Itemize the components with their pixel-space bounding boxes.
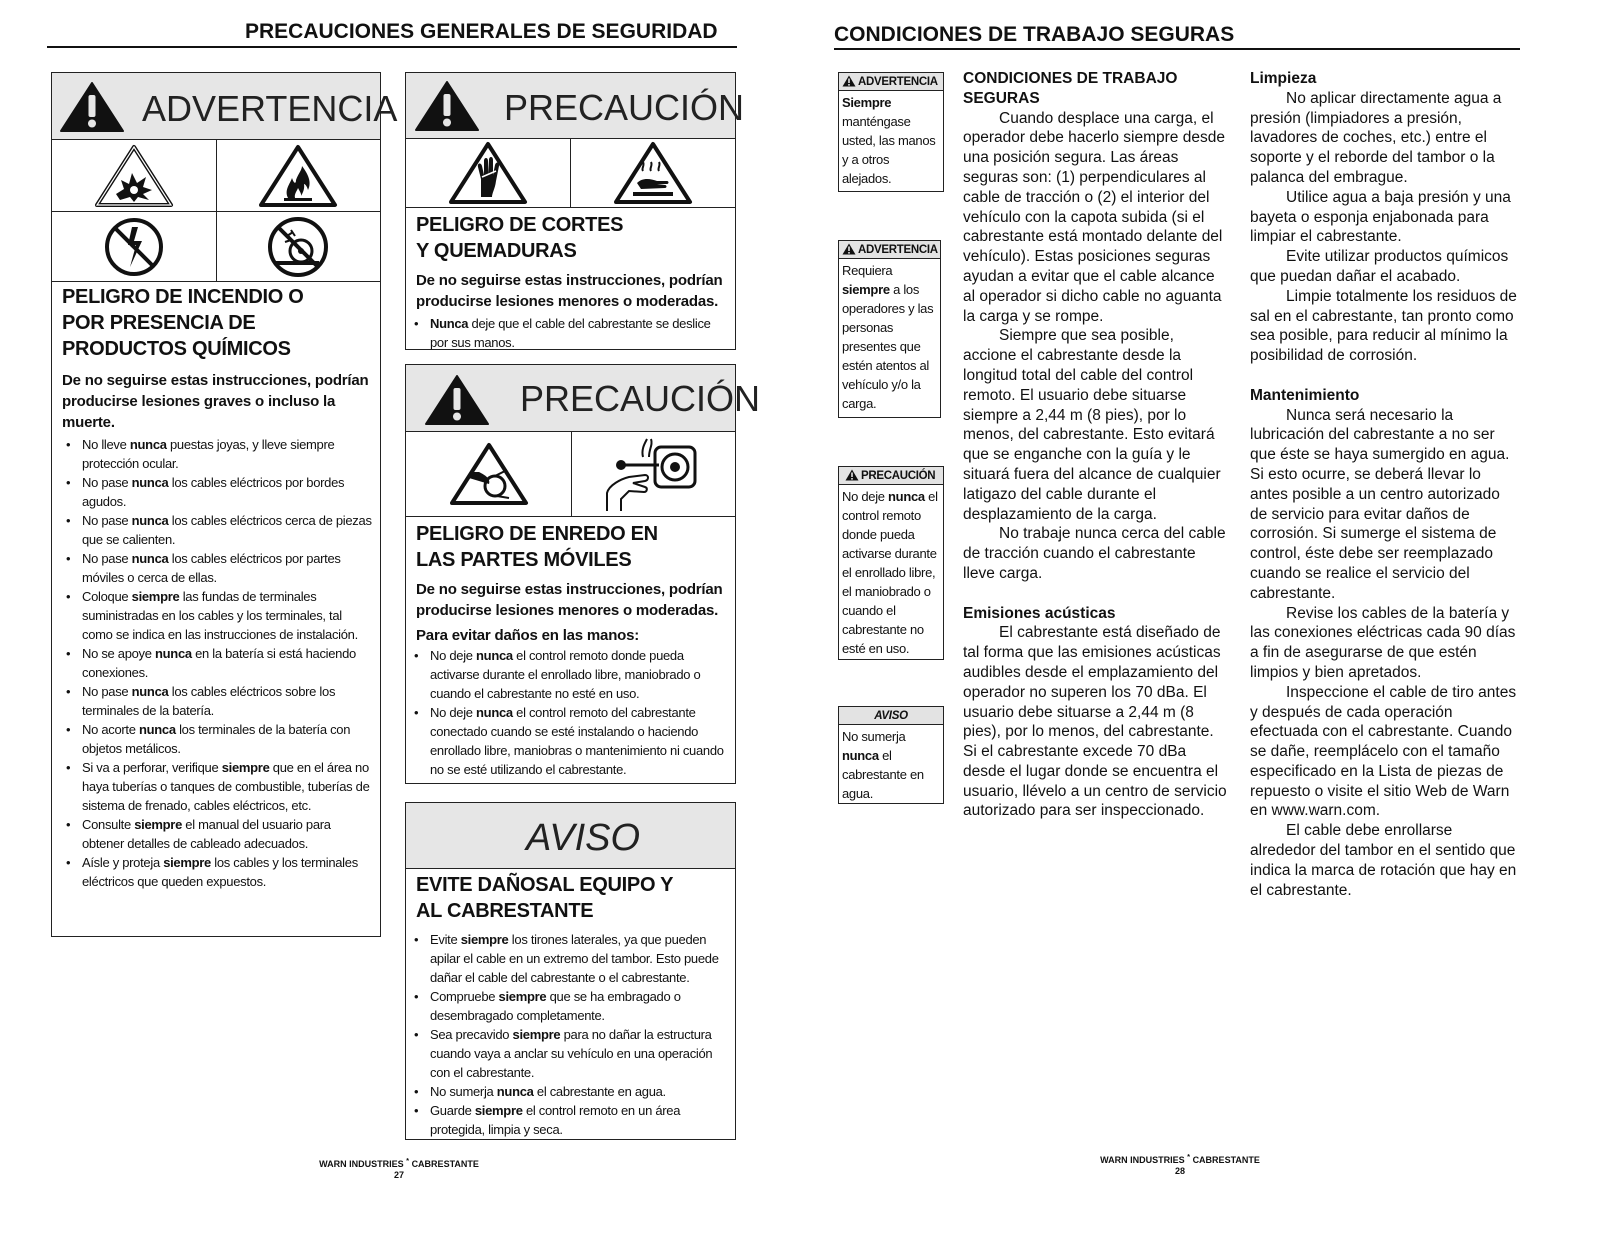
- entanglement-subhead: Para evitar daños en las manos:: [416, 627, 640, 644]
- section-heading: Limpieza: [1250, 70, 1317, 87]
- paragraph: Revise los cables de la batería y las conexiones eléctricas cada 90 días a fin de asegurarse de que estén limpios y bien apretados.: [1250, 604, 1516, 681]
- entanglement-consequence: De no seguirse estas instrucciones, podrían producirse lesiones menores o moderadas.: [416, 581, 723, 619]
- warning-hazard-title: PELIGRO DE INCENDIO O POR PRESENCIA DE PRODUCTOS QUÍMICOS: [62, 286, 304, 360]
- notice-bullet-list: [406, 930, 735, 1139]
- caution-box-cuts-header: [406, 73, 745, 139]
- list-item: • No lleve nunca puestas joyas, y lleve siempre protección ocular.: [64, 435, 372, 473]
- section-heading: Mantenimiento: [1250, 386, 1360, 404]
- footer-brand: WARN INDUSTRIES: [1100, 1155, 1185, 1165]
- footer-separator: *: [1187, 1152, 1191, 1161]
- side-note-text: No sumerja nunca el cabrestante en agua.: [842, 729, 924, 801]
- warning-bullet-list: [52, 435, 380, 891]
- warning-triangle-icon: [424, 374, 490, 426]
- side-note-warning-1: ADVERTENCIA Siempre manténgase usted, las manos y a otros alejados.: [838, 72, 944, 192]
- paragraph: Limpie totalmente los residuos de sal en el cabrestante, tan pronto como sea posible, para reducir al mínimo la posibilidad de corrosión.: [1250, 287, 1517, 365]
- fire-icon: [216, 140, 381, 211]
- paragraph: Siempre que sea posible, accione el cabrestante desde la longitud total del cable del control remoto. El usuario debe situarse siempre a 2,44 m (8 pies), por lo menos, del cabrestante. Esto evitará que se enganche con la guía y le situará fuera del alcance de cualquier latigazo del cable durante el desplazamiento de la carga.: [963, 327, 1221, 523]
- warning-signal-word: ADVERTENCIA: [142, 88, 398, 129]
- warning-triangle-icon: [59, 81, 125, 133]
- list-item: • Si va a perforar, verifique siempre que en el área no haya tuberías o tanques de combustible, tuberías de sistema de frenado, cables eléctricos, etc.: [64, 758, 372, 815]
- paragraph: No aplicar directamente agua a presión (limpiadores a presión, lavadores de coches, etc.) entre el soporte y el reborde del tambor o la palanca del embrague.: [1250, 89, 1502, 186]
- list-item: • Aísle y proteja siempre los cables y los terminales eléctricos que queden expuestos.: [64, 853, 372, 891]
- notice-hazard-title: EVITE DAÑOSAL EQUIPO Y AL CABRESTANTE: [416, 874, 673, 922]
- list-item: • Guarde siempre el control remoto en un área protegida, limpia y seca.: [412, 1101, 727, 1139]
- list-item: • No pase nunca los cables eléctricos por bordes agudos.: [64, 473, 372, 511]
- caution-signal-word: PRECAUCIÓN: [520, 378, 761, 419]
- right-page-title: CONDICIONES DE TRABAJO SEGURAS: [834, 23, 1235, 46]
- side-note-text: No deje nunca el control remoto donde pueda activarse durante el enrollado libre, el maniobrado o cuando el cabrestante no esté en uso.: [842, 489, 938, 656]
- cuts-bullet-list: [406, 314, 735, 352]
- paragraph: Cuando desplace una carga, el operador debe hacerlo siempre desde una posición segura. Las áreas seguras son: (1) perpendiculares al cable de tracción o (2) el interior del vehículo con la capota subida (si el cabrestante está montado delante del vehículo). Estas posiciones seguras ayudan a evitar que el cable alcance al operador si dicho cable no aguanta la carga y se rompe.: [963, 109, 1225, 325]
- side-note-text: Requiera siempre a los operadores y las personas presentes que estén atentos al vehículo y/o la carga.: [842, 263, 934, 411]
- notice-box: [405, 802, 736, 1140]
- list-item: • No deje nunca el control remoto donde pueda activarse durante el enrollado libre, maniobrado o cuando el cabrestante no esté en uso.: [412, 646, 727, 703]
- warning-box-header: [52, 73, 398, 140]
- entanglement-icon: [406, 432, 571, 516]
- warning-triangle-icon: [414, 80, 480, 132]
- list-item: • No acorte nunca los terminales de la batería con objetos metálicos.: [64, 720, 372, 758]
- paragraph: El cabrestante está diseñado de tal forma que las emisiones acústicas audibles desde el emplazamiento del operador no superen los 70 dBa. El usuario debe situarse a 2,44 m (8 pies), por lo menos, del cabrestante. Si el cabrestante excede 70 dBa desde el lugar donde se encuentra el usuario, llévelo a un centro de servicio autorizado para ser inspeccionado.: [963, 624, 1227, 820]
- entanglement-hazard-title: PELIGRO DE ENREDO EN LAS PARTES MÓVILES: [416, 523, 658, 571]
- explosion-icon: [52, 140, 216, 211]
- footer-product: CABRESTANTE: [1192, 1155, 1260, 1165]
- paragraph: Inspeccione el cable de tiro antes y después de cada operación efectuada con el cabrestante. Cuando se dañe, reemplácelo con el tamaño especificado en la Lista de piezas de repuesto o visite el sitio Web de Warn en www.warn.com.: [1250, 683, 1517, 820]
- footer-brand: WARN INDUSTRIES: [319, 1159, 404, 1169]
- list-item: • No deje nunca el control remoto del cabrestante conectado cuando se esté instalando o haciendo enrollado libre, maniobras o mantenimiento ni cuando no se esté utilizando el cabrestante.: [412, 703, 727, 779]
- list-item: • No sumerja nunca el cabrestante en agua.: [412, 1082, 727, 1101]
- right-title-rule: [834, 48, 1520, 50]
- list-item: • No pase nunca los cables eléctricos cerca de piezas que se calienten.: [64, 511, 372, 549]
- cut-hand-icon: [406, 139, 570, 207]
- right-column-1: [963, 69, 1228, 821]
- no-spark-icon: [52, 212, 216, 281]
- caution-box-cuts: [405, 72, 745, 350]
- right-column-2: [1250, 69, 1518, 900]
- side-note-caution: PRECAUCIÓN No deje nunca el control remoto donde pueda activarse durante el enrollado libre, el maniobrado o cuando el cabrestante no esté en uso.: [838, 466, 944, 660]
- list-item: • No pase nunca los cables eléctricos sobre los terminales de la batería.: [64, 682, 372, 720]
- notice-signal-word: AVISO: [526, 817, 641, 859]
- list-item: • No pase nunca los cables eléctricos por partes móviles o cerca de ellas.: [64, 549, 372, 587]
- warning-triangle-icon: [842, 243, 856, 255]
- paragraph: El cable debe enrollarse alrededor del tambor en el sentido que indica la marca de rotación que hay en el cabrestante.: [1250, 822, 1517, 899]
- footer-separator: *: [406, 1156, 410, 1165]
- caution-box-entanglement: [405, 364, 761, 784]
- caution-signal-word: PRECAUCIÓN: [504, 87, 745, 128]
- right-page-footer: [1075, 1151, 1285, 1177]
- list-item: • No se apoye nunca en la batería si está haciendo conexiones.: [64, 644, 372, 682]
- list-item: • Evite siempre los tirones laterales, ya que pueden apilar el cable en un extremo del tambor. Esto puede dañar el cable del cabrestante o el cabrestante.: [412, 930, 727, 987]
- hand-hook-drum-icon: [571, 432, 735, 516]
- cuts-hazard-title: PELIGRO DE CORTES Y QUEMADURAS: [416, 214, 624, 262]
- paragraph: No trabaje nunca cerca del cable de tracción cuando el cabrestante lleve carga.: [963, 525, 1226, 582]
- no-grinding-icon: [216, 212, 381, 281]
- list-item: • Nunca deje que el cable del cabrestante se deslice por sus manos.: [412, 314, 727, 352]
- side-note-warning-2: ADVERTENCIA Requiera siempre a los operadores y las personas presentes que estén atentos al vehículo y/o la carga.: [838, 240, 941, 418]
- warning-box: [51, 72, 398, 937]
- page-number: 28: [1174, 1166, 1185, 1176]
- paragraph: Nunca será necesario la lubricación del cabrestante a no ser que éste se haya sumergido en agua. Si esto ocurre, se deberá llevar lo antes posible a un centro autorizado de servicio para evitar daños de corrosión. Si sumerge el sistema de control, éste debe ser reemplazado cuando se realice el servicio del cabrestante.: [1250, 406, 1510, 602]
- left-page-title: PRECAUCIONES GENERALES DE SEGURIDAD: [245, 20, 718, 43]
- entanglement-bullet-list: [406, 646, 735, 779]
- section-heading: CONDICIONES DE TRABAJO SEGURAS: [963, 70, 1178, 107]
- list-item: • Compruebe siempre que se ha embragado o desembragado completamente.: [412, 987, 727, 1025]
- cuts-consequence: De no seguirse estas instrucciones, podrían producirse lesiones menores o moderadas.: [416, 272, 723, 310]
- caution-box-entanglement-header: [406, 365, 761, 432]
- list-item: • Consulte siempre el manual del usuario para obtener detalles de cableado adecuados.: [64, 815, 372, 853]
- notice-box-header: [406, 803, 735, 869]
- side-note-text: Siempre manténgase usted, las manos y a otros alejados.: [842, 95, 936, 186]
- list-item: • Sea precavido siempre para no dañar la estructura cuando vaya a anclar su vehículo en una operación con el cabrestante.: [412, 1025, 727, 1082]
- paragraph: Utilice agua a baja presión y una bayeta o esponja enjabonada para limpiar el cabrestante.: [1250, 188, 1511, 246]
- hot-surface-icon: [570, 139, 735, 207]
- warning-consequence: De no seguirse estas instrucciones, podrían producirse lesiones graves o incluso la muerte.: [62, 372, 369, 431]
- left-page-footer: [294, 1155, 504, 1181]
- footer-product: CABRESTANTE: [411, 1159, 479, 1169]
- warning-triangle-icon: [842, 75, 856, 87]
- warning-triangle-icon: [845, 469, 859, 481]
- left-title-rule: [47, 46, 737, 48]
- paragraph: Evite utilizar productos químicos que puedan dañar el acabado.: [1250, 248, 1509, 285]
- list-item: • Coloque siempre las fundas de terminales suministradas en los cables y los terminales, tal como se indica en las instrucciones de instalación.: [64, 587, 372, 644]
- section-heading: Emisiones acústicas: [963, 604, 1116, 622]
- side-note-notice: AVISO No sumerja nunca el cabrestante en agua.: [838, 706, 944, 804]
- page-number: 27: [393, 1170, 404, 1180]
